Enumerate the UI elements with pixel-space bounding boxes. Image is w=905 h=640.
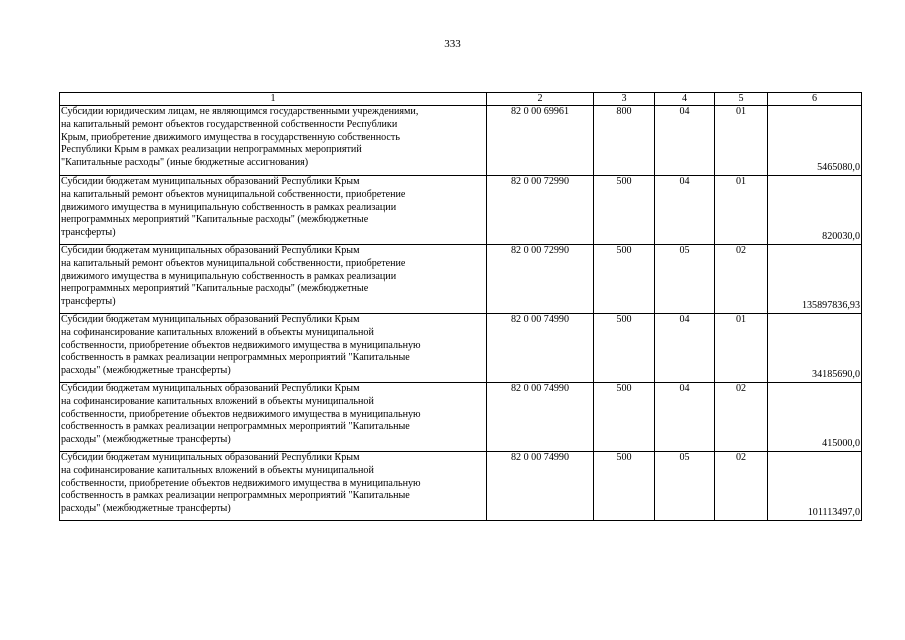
row-subsection: 01 [715, 314, 768, 383]
row-expense-type: 500 [594, 176, 655, 245]
description-line: Субсидии бюджетам муниципальных образований Республики Крым [61, 176, 360, 187]
row-description [60, 314, 487, 383]
column-header-5: 5 [715, 93, 768, 106]
row-description [60, 245, 487, 314]
description-line: трансферты) [61, 227, 116, 239]
table-row [60, 106, 862, 176]
description-line: на капитальный ремонт объектов государственной собственности Республики [61, 118, 398, 130]
description-line: трансферты) [61, 296, 116, 308]
description-line: Республики Крым в рамках реализации непрограммных мероприятий [61, 144, 362, 156]
row-section: 04 [655, 176, 715, 245]
description-line: на софинансирование капитальных вложений в объекты муниципальной [61, 464, 374, 476]
column-header-3: 3 [594, 93, 655, 106]
column-header-6: 6 [768, 93, 862, 106]
description-line: на софинансирование капитальных вложений в объекты муниципальной [61, 395, 374, 407]
description-line: "Капитальные расходы" (иные бюджетные ассигнования) [61, 157, 309, 169]
description-line: собственность в рамках реализации непрограммных мероприятий "Капитальные [61, 421, 410, 433]
description-line: собственность в рамках реализации непрограммных мероприятий "Капитальные [61, 352, 410, 364]
row-amount: 415000,0 [768, 383, 862, 452]
table-header-row [60, 93, 862, 106]
table-row [60, 176, 862, 245]
row-description [60, 106, 487, 176]
row-expense-type: 800 [594, 106, 655, 176]
page-number: 333 [444, 38, 461, 50]
description-line: собственности, приобретение объектов недвижимого имущества в муниципальную [61, 339, 421, 351]
row-description [60, 383, 487, 452]
description-line: непрограммных мероприятий "Капитальные расходы" (межбюджетные [61, 214, 369, 226]
table-body [60, 106, 862, 521]
description-line: Субсидии бюджетам муниципальных образований Республики Крым [61, 383, 360, 394]
row-amount: 101113497,0 [768, 452, 862, 521]
row-section: 04 [655, 383, 715, 452]
description-line: расходы" (межбюджетные трансферты) [61, 503, 231, 515]
table-row [60, 314, 862, 383]
description-line: собственности, приобретение объектов недвижимого имущества в муниципальную [61, 408, 421, 420]
column-header-4: 4 [655, 93, 715, 106]
row-target-code: 82 0 00 72990 [487, 176, 594, 245]
description-line: движимого имущества в муниципальную собственность в рамках реализации [61, 201, 397, 213]
row-section: 05 [655, 452, 715, 521]
row-expense-type: 500 [594, 314, 655, 383]
row-amount: 5465080,0 [768, 106, 862, 176]
row-expense-type: 500 [594, 245, 655, 314]
description-line: расходы" (межбюджетные трансферты) [61, 365, 231, 377]
row-section: 05 [655, 245, 715, 314]
row-expense-type: 500 [594, 452, 655, 521]
row-target-code: 82 0 00 74990 [487, 383, 594, 452]
row-subsection: 02 [715, 383, 768, 452]
row-section: 04 [655, 106, 715, 176]
row-target-code: 82 0 00 72990 [487, 245, 594, 314]
table-row [60, 245, 862, 314]
row-amount: 820030,0 [768, 176, 862, 245]
row-target-code: 82 0 00 74990 [487, 452, 594, 521]
description-line: Субсидии бюджетам муниципальных образований Республики Крым [61, 245, 360, 256]
description-line: Субсидии юридическим лицам, не являющимся государственными учреждениями, [61, 106, 419, 117]
row-subsection: 02 [715, 452, 768, 521]
row-section: 04 [655, 314, 715, 383]
table-row [60, 452, 862, 521]
row-expense-type: 500 [594, 383, 655, 452]
row-subsection: 01 [715, 176, 768, 245]
budget-table [59, 92, 862, 521]
description-line: собственность в рамках реализации непрограммных мероприятий "Капитальные [61, 490, 410, 502]
description-line: движимого имущества в муниципальную собственность в рамках реализации [61, 270, 397, 282]
row-description [60, 176, 487, 245]
description-line: собственности, приобретение объектов недвижимого имущества в муниципальную [61, 477, 421, 489]
row-subsection: 02 [715, 245, 768, 314]
table-row [60, 383, 862, 452]
description-line: непрограммных мероприятий "Капитальные расходы" (межбюджетные [61, 283, 369, 295]
description-line: на софинансирование капитальных вложений в объекты муниципальной [61, 326, 374, 338]
description-line: Крым, приобретение движимого имущества в государственную собственность [61, 131, 400, 143]
description-line: расходы" (межбюджетные трансферты) [61, 434, 231, 446]
column-header-2: 2 [487, 93, 594, 106]
row-description [60, 452, 487, 521]
description-line: на капитальный ремонт объектов муниципальной собственности, приобретение [61, 257, 406, 269]
column-header-1: 1 [60, 93, 487, 106]
row-target-code: 82 0 00 69961 [487, 106, 594, 176]
description-line: на капитальный ремонт объектов муниципальной собственности, приобретение [61, 188, 406, 200]
description-line: Субсидии бюджетам муниципальных образований Республики Крым [61, 452, 360, 463]
row-amount: 34185690,0 [768, 314, 862, 383]
description-line: Субсидии бюджетам муниципальных образований Республики Крым [61, 314, 360, 325]
row-target-code: 82 0 00 74990 [487, 314, 594, 383]
row-subsection: 01 [715, 106, 768, 176]
row-amount: 135897836,93 [768, 245, 862, 314]
